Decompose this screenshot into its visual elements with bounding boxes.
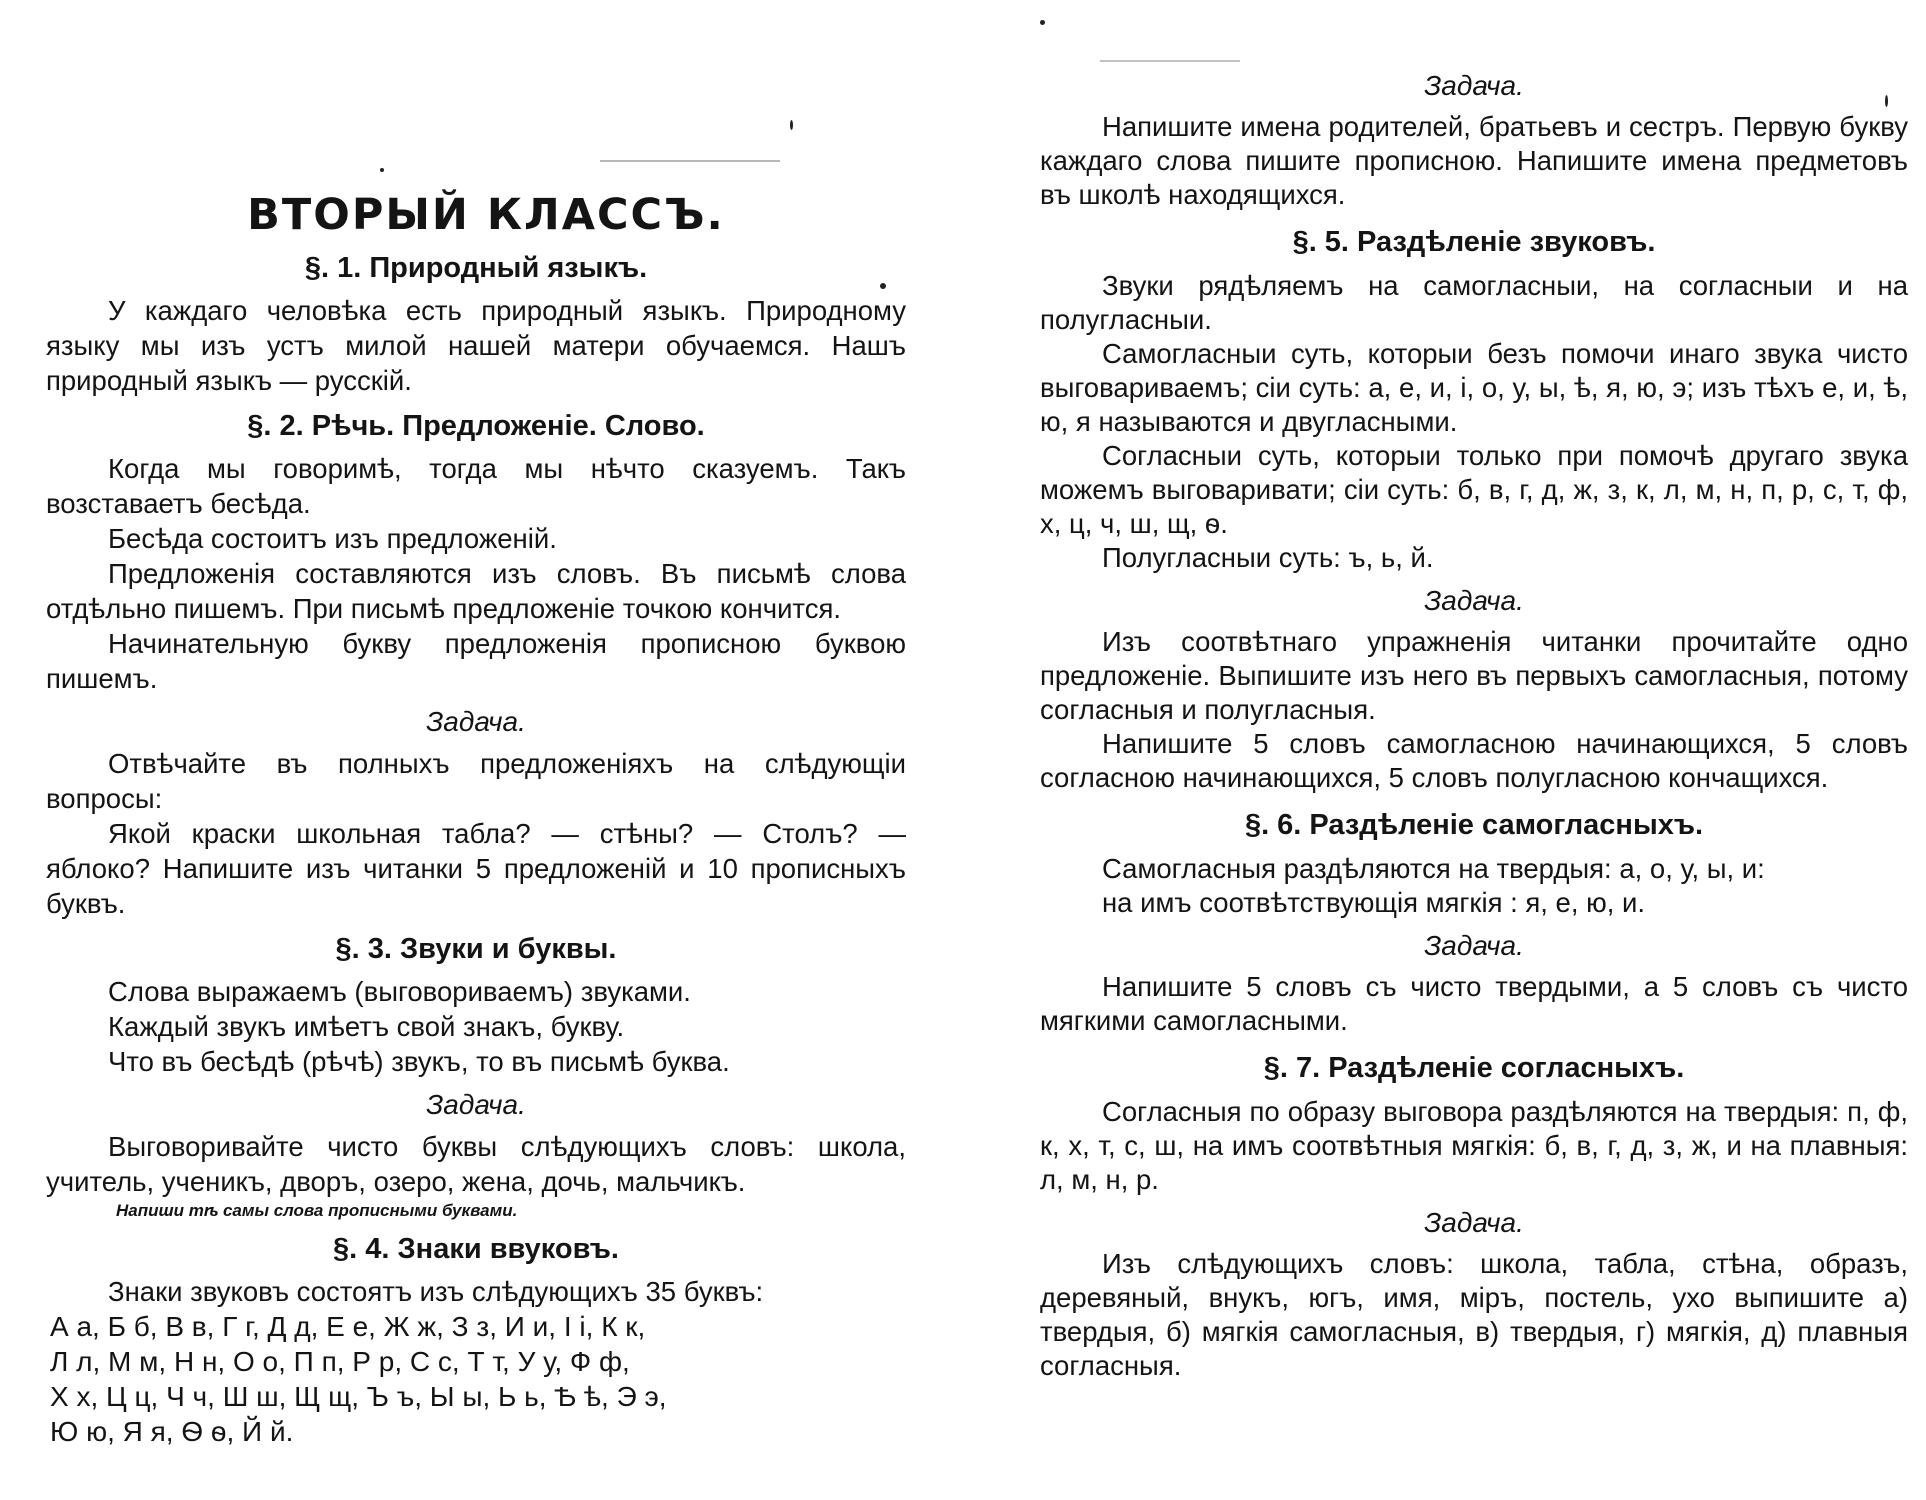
section-2-heading: §. 2. Рѣчь. Предложеніе. Слово.: [247, 410, 705, 442]
paragraph: Что въ бесѣдѣ (рѣчѣ) звукъ, то въ письмѣ буква.: [108, 1046, 730, 1077]
paragraph: Звуки рядѣляемъ на самогласныи, на согласныи и на полугласныи.: [1040, 270, 1908, 335]
paragraph: Якой краски школьная табла? — стѣны? — Столъ? — яблоко? Напишите изъ читанки 5 предложеній и 10 прописныхъ буквъ.: [46, 818, 906, 919]
task-label: Задача.: [1424, 585, 1524, 616]
left-column: [46, 190, 906, 1449]
paragraph: Выговоривайте чисто буквы слѣдующихъ словъ: школа, учитель, ученикъ, дворъ, озеро, жена, дочь, мальчикъ.: [46, 1131, 906, 1197]
section-7-heading: §. 7. Раздѣленіе согласныхъ.: [1263, 1052, 1685, 1084]
scan-speck: [790, 120, 793, 130]
scan-speck: [1040, 20, 1045, 25]
task-label: Задача.: [1424, 930, 1524, 961]
paragraph: Отвѣчайте въ полныхъ предложеніяхъ на слѣдующіи вопросы:: [46, 748, 906, 814]
alphabet-row: Ю ю, Я я, Ѳ ѳ, Й й.: [50, 1416, 294, 1447]
alphabet-row: Х х, Ц ц, Ч ч, Ш ш, Щ щ, Ъ ъ, Ы ы, Ь ь, Ѣ ѣ, Э э,: [50, 1381, 667, 1412]
paragraph: Напишите имена родителей, братьевъ и сестръ. Первую букву каждаго слова пишите прописною. Напишите имена предметовъ въ школѣ находящихся.: [1040, 111, 1908, 210]
paragraph: Самогласныя раздѣляются на твердыя: а, о, у, ы, и:: [1102, 853, 1765, 884]
task-label: Задача.: [426, 706, 526, 737]
paragraph: Полугласныи суть: ъ, ь, й.: [1102, 542, 1434, 573]
alphabet-row: Л л, М м, Н н, О о, П п, Р р, С с, Т т, У у, Ф ф,: [50, 1346, 630, 1377]
right-page: [1010, 0, 1926, 1500]
paragraph: Самогласныи суть, которыи безъ помочи инаго звука чисто выговариваемъ; сіи суть: а, е, и, і, о, у, ы, ѣ, я, ю, э; изъ тѣхъ е, и, ѣ, ю, я называются и двугласными.: [1040, 338, 1908, 437]
task-label: Задача.: [1424, 1207, 1524, 1238]
paragraph: Напишите 5 словъ самогласною начинающихся, 5 словъ согласною начинающихся, 5 словъ полугласною кончащихся.: [1040, 728, 1908, 793]
paragraph: Согласныя по образу выговора раздѣляются на твердыя: п, ф, к, х, т, с, ш, на имъ соотвѣтныя мягкія: б, в, г, д, з, ж, и на плавныя: л, м, н, р.: [1040, 1096, 1908, 1195]
paragraph: Слова выражаемъ (выговориваемъ) звуками.: [108, 976, 691, 1007]
task-label: Задача.: [1424, 70, 1524, 101]
paragraph: Напишите 5 словъ съ чисто твердыми, а 5 словъ съ чисто мягкими самогласными.: [1040, 971, 1908, 1036]
paragraph: Изъ соотвѣтнаго упражненія читанки прочитайте одно предложеніе. Выпишите изъ него въ первыхъ самогласныя, потому согласныя и полугласныя.: [1040, 626, 1908, 725]
paragraph: Согласныи суть, которыи только при помочѣ другаго звука можемъ выговаривати; сіи суть: б, в, г, д, ж, з, к, л, м, н, п, р, с, т, ф, х, ц, ч, ш, щ, ѳ.: [1040, 440, 1908, 539]
alphabet-row: А а, Б б, В в, Г г, Д д, Е е, Ж ж, З з, И и, І і, К к,: [50, 1311, 646, 1342]
paragraph: Начинательную букву предложенія прописною буквою пишемъ.: [46, 628, 906, 694]
paragraph: У каждаго человѣка есть природный языкъ. Природному языку мы изъ устъ милой нашей матери обучаемся. Нашъ природный языкъ — русскій.: [46, 295, 906, 396]
paragraph: Предложенія составляются изъ словъ. Въ письмѣ слова отдѣльно пишемъ. При письмѣ предложеніе точкою кончится.: [46, 558, 906, 624]
section-4-heading: §. 4. Знаки ввуковъ.: [333, 1233, 619, 1265]
italic-note: Напиши тѣ самы слова прописными буквами.: [116, 1201, 518, 1220]
section-3-heading: §. 3. Звуки и буквы.: [335, 933, 617, 965]
paragraph: Когда мы говоримѣ, тогда мы нѣчто сказуемъ. Такъ возставаетъ бесѣда.: [46, 453, 906, 519]
scan-speck: [600, 160, 780, 162]
right-column: [1040, 60, 1908, 1383]
page-title: ВТОРЫЙ КЛАССЪ.: [247, 190, 725, 240]
paragraph: на имъ соотвѣтствующія мягкія : я, е, ю, и.: [1102, 887, 1646, 918]
paragraph: Бесѣда состоитъ изъ предложеній.: [108, 523, 557, 554]
paragraph: Знаки звуковъ состоятъ изъ слѣдующихъ 35 буквъ:: [108, 1276, 764, 1307]
section-6-heading: §. 6. Раздѣленіе самогласныхъ.: [1244, 809, 1704, 841]
section-1-heading: §. 1. Природный языкъ.: [304, 252, 648, 284]
paragraph: Изъ слѣдующихъ словъ: школа, табла, стѣна, образъ, деревяный, внукъ, югъ, имя, міръ, постель, ухо выпишите а) твердыя, б) мягкія самогласныя, в) твердыя, г) мягкія, д) плавныя согласныя.: [1040, 1248, 1908, 1381]
task-label: Задача.: [426, 1089, 526, 1120]
section-5-heading: §. 5. Раздѣленіе звуковъ.: [1292, 226, 1656, 258]
scan-speck: [380, 168, 384, 172]
paragraph: Каждый звукъ имѣетъ свой знакъ, букву.: [108, 1011, 625, 1042]
